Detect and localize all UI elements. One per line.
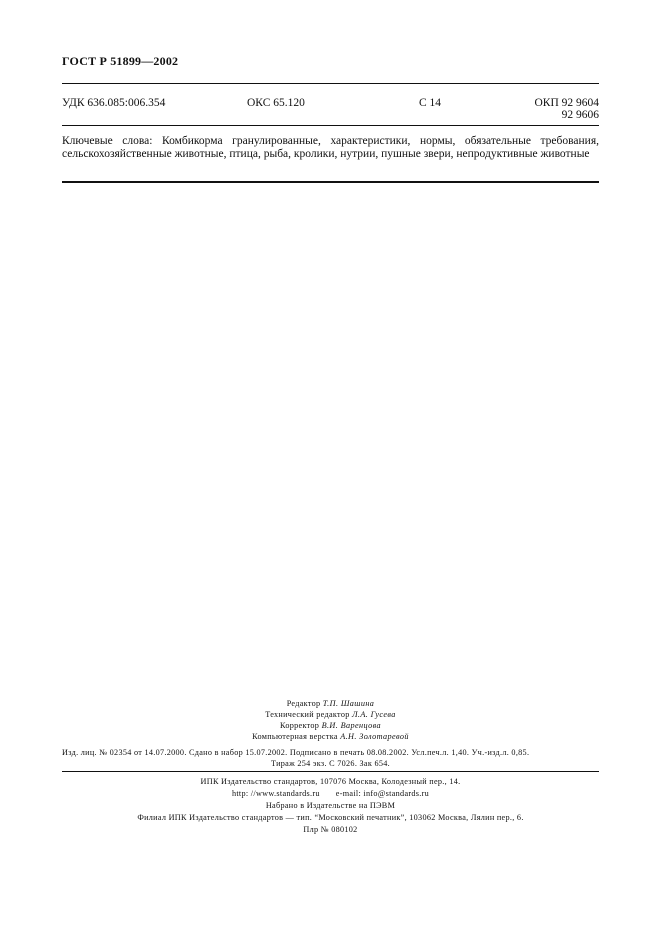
credit-role: Редактор [286, 699, 321, 708]
printer-typeset: Набрано в Издательстве на ПЭВМ [265, 801, 396, 810]
publication-line2: Тираж 254 экз. С 7026. Зак 654. [270, 759, 390, 768]
credit-tech-editor [62, 709, 599, 720]
credit-person: А.Н. Золотаревой [340, 732, 409, 741]
credit-person: В.И. Варенцова [321, 721, 381, 730]
printer-contacts [62, 788, 599, 800]
credit-role: Корректор [280, 721, 320, 730]
credit-layout [62, 731, 599, 742]
printer-web: http: //www.standards.ru [231, 789, 320, 798]
imprint-rule [62, 771, 599, 772]
header-rule [62, 83, 599, 84]
udk-code: УДК 636.085:006.354 [62, 97, 166, 109]
credit-role: Технический редактор [265, 710, 350, 719]
publication-info [62, 747, 599, 769]
publication-line1: Изд. лиц. № 02354 от 14.07.2000. Сдано в набор 15.07.2002. Подписано в печать 08.08.2002. Усл.печ.л. 1,40. Уч.-изд.л. 0,85. [62, 748, 530, 757]
oks-code: ОКС 65.120 [247, 97, 305, 109]
credit-person: Т.П. Шашина [322, 699, 375, 708]
credit-role: Компьютерная верстка [252, 732, 338, 741]
okp-code-line1: ОКП 92 9604 [534, 97, 599, 109]
credit-person: Л.А. Гусева [351, 710, 396, 719]
codes-rule [62, 125, 599, 126]
credit-editor [62, 698, 599, 709]
group-code: С 14 [419, 97, 442, 109]
keywords-rule [62, 181, 599, 183]
printer-email: e-mail: info@standards.ru [335, 789, 430, 798]
printer-branch: Филиал ИПК Издательство стандартов — тип. “Московский печатник”, 103062 Москва, Лялин пер., 6. [137, 813, 524, 822]
printer-address: ИПК Издательство стандартов, 107076 Москва, Колодезный пер., 14. [200, 777, 461, 786]
credit-proofreader [62, 720, 599, 731]
okp-code-line2: 92 9606 [561, 109, 599, 121]
printer-license: Плр № 080102 [303, 825, 358, 834]
credits-block [62, 698, 599, 742]
standard-number: ГОСТ Р 51899—2002 [62, 54, 179, 68]
okp-code [520, 97, 599, 121]
keywords-text: Ключевые слова: Комбикорма гранулированные, характеристики, нормы, обязательные требования, сельскохозяйственные животные, птица, рыба, кролики, нутрии, пушные звери, непродуктивные животные [62, 135, 599, 161]
printer-info [62, 776, 599, 836]
